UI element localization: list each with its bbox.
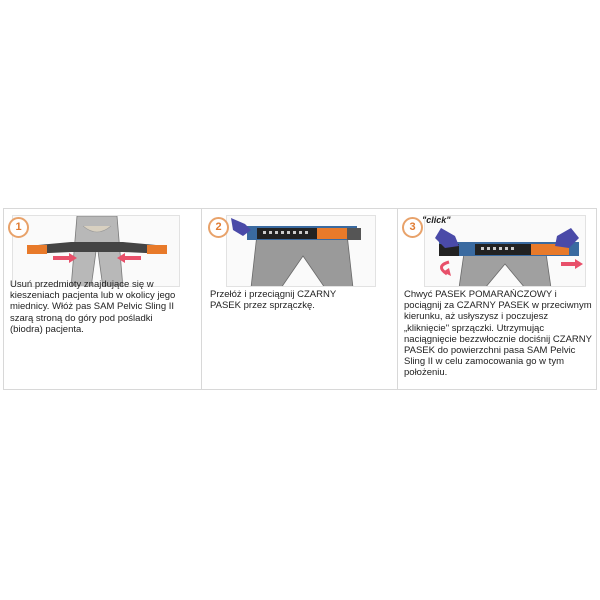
step-2-number: 2 [208,217,229,238]
step-1-panel [4,209,202,389]
instruction-strip [3,208,597,390]
step-1-text: Usuń przedmioty znajdujące się w kieszeniach pacjenta lub w okolicy jego miednicy. Włóż pas SAM Pelvic Sling II szarą stroną do góry pod pośladki (biodra) pacjenta. [10,279,176,335]
step-3-number: 3 [402,217,423,238]
step-3-panel [398,209,596,389]
thread-black-strap-illustration [226,215,376,287]
belt-under-hips-illustration [12,215,180,287]
step-3-text: Chwyć PASEK POMARAŃCZOWY i pociągnij za CZARNY PASEK w przeciwnym kierunku, aż usłyszysz i poczujesz „kliknięcie" sprzączki. Utrzymując naciągnięcie bezzwłocznie dociśnij CZARNY PASEK do powierzchni pasa SAM Pelvic Sling II w celu zamocowania go w tym położeniu. [404,289,592,379]
step-2-panel [202,209,398,389]
click-label: "click" [422,215,451,225]
step-1-number: 1 [8,217,29,238]
step-2-text: Przełóż i przeciągnij CZARNY PASEK przez sprzączkę. [210,289,337,312]
pull-orange-strap-click-illustration [424,215,586,287]
